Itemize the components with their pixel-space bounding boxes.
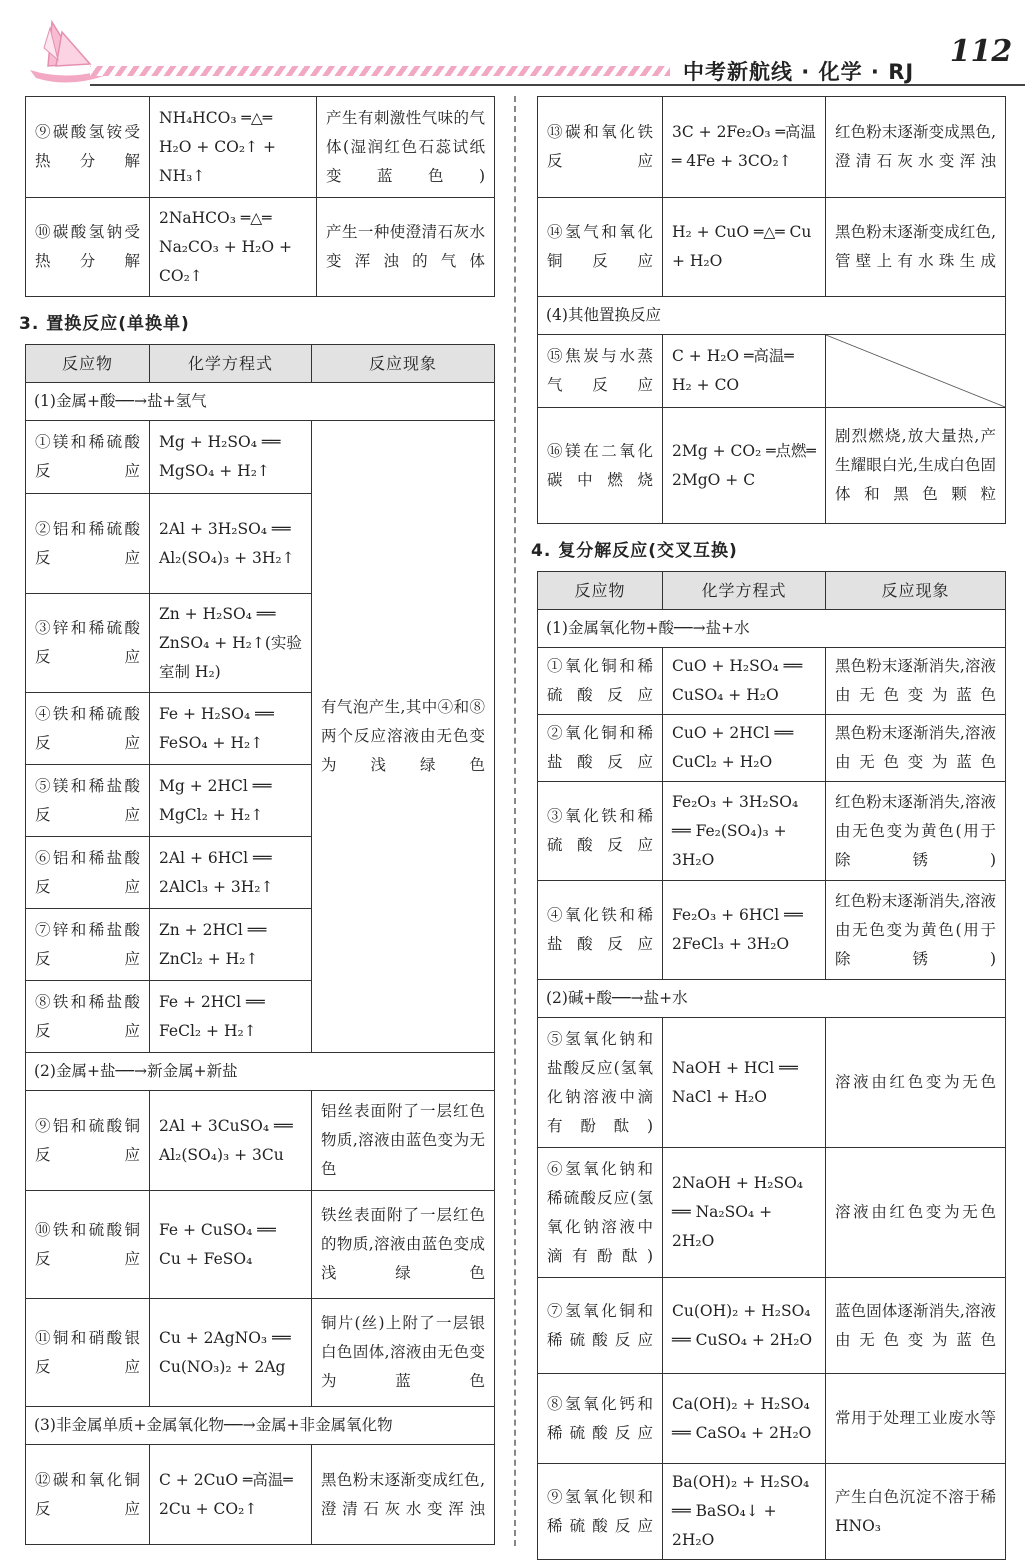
equation-cell: Zn + 2HCl ══ ZnCl₂ + H₂↑ (150, 909, 312, 981)
equation-cell: Fe + CuSO₄ ══ Cu + FeSO₄ (150, 1191, 312, 1299)
phenomenon-cell: 红色粉末逐渐消失,溶液由无色变为黄色(用于除锈) (826, 782, 1006, 881)
table-row (26, 97, 495, 198)
right-column (531, 96, 1006, 1560)
reactant-cell: ⑨氢氧化钡和稀硫酸反应 (538, 1464, 663, 1560)
reactant-cell: ⑨铝和硫酸铜反应 (26, 1091, 150, 1191)
phenomenon-cell: 红色粉末逐渐变成黑色,澄清石灰水变浑浊 (826, 97, 1006, 198)
reactant-cell: ⑥铝和稀盐酸反应 (26, 837, 150, 909)
reactant-cell: ⑭氢气和氧化铜反应 (538, 198, 663, 297)
phenomenon-cell: 红色粉末逐渐消失,溶液由无色变为黄色(用于除锈) (826, 881, 1006, 980)
section-title: 4. 复分解反应(交叉互换) (531, 541, 738, 561)
equation-cell: H₂ + CuO ═△═ Cu + H₂O (663, 198, 826, 297)
equation-cell: 2Al + 3H₂SO₄ ══ Al₂(SO₄)₃ + 3H₂↑ (150, 494, 312, 594)
equation-cell: NaOH + HCl ══ NaCl + H₂O (663, 1018, 826, 1148)
reactant-cell: ⑦锌和稀盐酸反应 (26, 909, 150, 981)
reactant-cell: ⑦氢氧化铜和稀硫酸反应 (538, 1278, 663, 1374)
table-row (26, 421, 495, 494)
equation-cell: Mg + H₂SO₄ ══ MgSO₄ + H₂↑ (150, 421, 312, 494)
phenomenon-cell: 黑色粉末逐渐消失,溶液由无色变为蓝色 (826, 715, 1006, 782)
displacement-table (25, 344, 495, 1545)
table-row (538, 1278, 1006, 1374)
table-row (538, 881, 1006, 980)
subsection-label: (4)其他置换反应 (538, 297, 1006, 335)
reactant-cell: ⑨碳酸氢铵受热分解 (26, 97, 150, 198)
equation-cell: Mg + 2HCl ══ MgCl₂ + H₂↑ (150, 765, 312, 837)
column-header: 反应物 (26, 345, 150, 383)
reactant-cell: ②氧化铜和稀盐酸反应 (538, 715, 663, 782)
reactant-cell: ⑪铜和硝酸银反应 (26, 1299, 150, 1407)
subsection-row (26, 1053, 495, 1091)
subsection-row (538, 297, 1006, 335)
section-title: 3. 置换反应(单换单) (19, 314, 190, 334)
table-row (26, 1445, 495, 1545)
equation-cell: Ba(OH)₂ + H₂SO₄ ══ BaSO₄↓ + 2H₂O (663, 1464, 826, 1560)
equation-cell: C + 2CuO ═高温═ 2Cu + CO₂↑ (150, 1445, 312, 1545)
phenomenon-cell: 黑色粉末逐渐变成红色,管壁上有水珠生成 (826, 198, 1006, 297)
subsection-label: (3)非金属单质+金属氧化物──→金属+非金属氧化物 (26, 1407, 495, 1445)
reactant-cell: ⑥氢氧化钠和稀硫酸反应(氢氧化钠溶液中滴有酚酞) (538, 1148, 663, 1278)
phenomenon-cell: 铝丝表面附了一层红色物质,溶液由蓝色变为无色 (312, 1091, 495, 1191)
equation-cell: CuO + 2HCl ══ CuCl₂ + H₂O (663, 715, 826, 782)
empty-diagonal-cell (826, 335, 1006, 408)
equation-cell: 2Al + 6HCl ══ 2AlCl₃ + 3H₂↑ (150, 837, 312, 909)
equation-cell: Ca(OH)₂ + H₂SO₄ ══ CaSO₄ + 2H₂O (663, 1374, 826, 1464)
reactant-cell: ⑮焦炭与水蒸气反应 (538, 335, 663, 408)
equation-cell: Fe + 2HCl ══ FeCl₂ + H₂↑ (150, 981, 312, 1053)
subsection-row (26, 1407, 495, 1445)
table-row (538, 1464, 1006, 1560)
phenomenon-cell: 产生白色沉淀不溶于稀 HNO₃ (826, 1464, 1006, 1560)
equation-cell: Fe₂O₃ + 3H₂SO₄ ══ Fe₂(SO₄)₃ + 3H₂O (663, 782, 826, 881)
column-divider (514, 96, 516, 1546)
equation-cell: 2NaOH + H₂SO₄ ══ Na₂SO₄ + 2H₂O (663, 1148, 826, 1278)
phenomenon-cell: 黑色粉末逐渐变成红色,澄清石灰水变浑浊 (312, 1445, 495, 1545)
page-number: 112 (948, 26, 1014, 78)
header-rule (90, 84, 1025, 86)
table-row (538, 715, 1006, 782)
equation-cell: CuO + H₂SO₄ ══ CuSO₄ + H₂O (663, 648, 826, 715)
equation-cell: Fe₂O₃ + 6HCl ══ 2FeCl₃ + 3H₂O (663, 881, 826, 980)
table-row (538, 97, 1006, 198)
table-row (538, 1148, 1006, 1278)
phenomenon-cell: 蓝色固体逐渐消失,溶液由无色变为蓝色 (826, 1278, 1006, 1374)
subsection-row (538, 980, 1006, 1018)
table-header-row (538, 572, 1006, 610)
equation-cell: C + H₂O ═高温═ H₂ + CO (663, 335, 826, 408)
phenomenon-cell: 有气泡产生,其中④和⑧两个反应溶液由无色变为浅绿色 (312, 421, 495, 1053)
phenomenon-cell: 溶液由红色变为无色 (826, 1018, 1006, 1148)
double-displacement-table (537, 571, 1006, 1560)
subsection-label: (2)金属+盐──→新金属+新盐 (26, 1053, 495, 1091)
equation-cell: Zn + H₂SO₄ ══ ZnSO₄ + H₂↑(实验室制 H₂) (150, 594, 312, 693)
reactant-cell: ③氧化铁和稀硫酸反应 (538, 782, 663, 881)
phenomenon-cell: 溶液由红色变为无色 (826, 1148, 1006, 1278)
table-row (538, 198, 1006, 297)
reactant-cell: ⑩碳酸氢钠受热分解 (26, 198, 150, 297)
reactant-cell: ④铁和稀硫酸反应 (26, 693, 150, 765)
table-row (26, 198, 495, 297)
equation-cell: Cu(OH)₂ + H₂SO₄ ══ CuSO₄ + 2H₂O (663, 1278, 826, 1374)
table-row (538, 782, 1006, 881)
reactant-cell: ⑩铁和硫酸铜反应 (26, 1191, 150, 1299)
subsection-label: (1)金属+酸──→盐+氢气 (26, 383, 495, 421)
subsection-label: (1)金属氧化物+酸──→盐+水 (538, 610, 1006, 648)
equation-cell: 2Mg + CO₂ ═点燃═ 2MgO + C (663, 408, 826, 524)
reactant-cell: ②铝和稀硫酸反应 (26, 494, 150, 594)
phenomenon-cell: 黑色粉末逐渐消失,溶液由无色变为蓝色 (826, 648, 1006, 715)
equation-cell: 2Al + 3CuSO₄ ══ Al₂(SO₄)₃ + 3Cu (150, 1091, 312, 1191)
phenomenon-cell: 产生有刺激性气味的气体(湿润红色石蕊试纸变蓝色) (317, 97, 495, 198)
table-row (538, 1018, 1006, 1148)
table-row (538, 408, 1006, 524)
page-header (0, 0, 1031, 90)
table-row (26, 1191, 495, 1299)
displacement-table-continued (537, 96, 1006, 524)
phenomenon-cell: 铜片(丝)上附了一层银白色固体,溶液由无色变为蓝色 (312, 1299, 495, 1407)
column-header: 反应物 (538, 572, 663, 610)
equation-cell: NH₄HCO₃ ═△═ H₂O + CO₂↑ + NH₃↑ (150, 97, 317, 198)
equation-cell: 2NaHCO₃ ═△═ Na₂CO₃ + H₂O + CO₂↑ (150, 198, 317, 297)
phenomenon-cell: 常用于处理工业废水等 (826, 1374, 1006, 1464)
table-row (538, 648, 1006, 715)
reactant-cell: ⑤氢氧化钠和盐酸反应(氢氧化钠溶液中滴有酚酞) (538, 1018, 663, 1148)
phenomenon-cell: 铁丝表面附了一层红色的物质,溶液由蓝色变成浅绿色 (312, 1191, 495, 1299)
equation-cell: Cu + 2AgNO₃ ══ Cu(NO₃)₂ + 2Ag (150, 1299, 312, 1407)
reactant-cell: ⑬碳和氧化铁反应 (538, 97, 663, 198)
table-row (538, 1374, 1006, 1464)
reactant-cell: ①镁和稀硫酸反应 (26, 421, 150, 494)
reactant-cell: ⑧氢氧化钙和稀硫酸反应 (538, 1374, 663, 1464)
reactant-cell: ⑤镁和稀盐酸反应 (26, 765, 150, 837)
column-header: 反应现象 (312, 345, 495, 383)
left-column (19, 96, 495, 1545)
reactant-cell: ④氧化铁和稀盐酸反应 (538, 881, 663, 980)
subsection-label: (2)碱+酸──→盐+水 (538, 980, 1006, 1018)
column-header: 化学方程式 (663, 572, 826, 610)
reactant-cell: ⑫碳和氧化铜反应 (26, 1445, 150, 1545)
table-row (538, 335, 1006, 408)
column-header: 化学方程式 (150, 345, 312, 383)
reactant-cell: ①氧化铜和稀硫酸反应 (538, 648, 663, 715)
subsection-row (538, 610, 1006, 648)
decomposition-table-continued (25, 96, 495, 297)
column-header: 反应现象 (826, 572, 1006, 610)
subsection-row (26, 383, 495, 421)
header-stripe (90, 66, 670, 76)
table-header-row (26, 345, 495, 383)
table-row (26, 1299, 495, 1407)
phenomenon-cell: 剧烈燃烧,放大量热,产生耀眼白光,生成白色固体和黑色颗粒 (826, 408, 1006, 524)
reactant-cell: ③锌和稀硫酸反应 (26, 594, 150, 693)
equation-cell: Fe + H₂SO₄ ══ FeSO₄ + H₂↑ (150, 693, 312, 765)
phenomenon-cell: 产生一种使澄清石灰水变浑浊的气体 (317, 198, 495, 297)
table-row (26, 1091, 495, 1191)
book-series-title: 中考新航线 · 化学 · RJ (683, 60, 915, 84)
reactant-cell: ⑯镁在二氧化碳中燃烧 (538, 408, 663, 524)
sailboat-icon (18, 8, 118, 88)
equation-cell: 3C + 2Fe₂O₃ ═高温═ 4Fe + 3CO₂↑ (663, 97, 826, 198)
reactant-cell: ⑧铁和稀盐酸反应 (26, 981, 150, 1053)
